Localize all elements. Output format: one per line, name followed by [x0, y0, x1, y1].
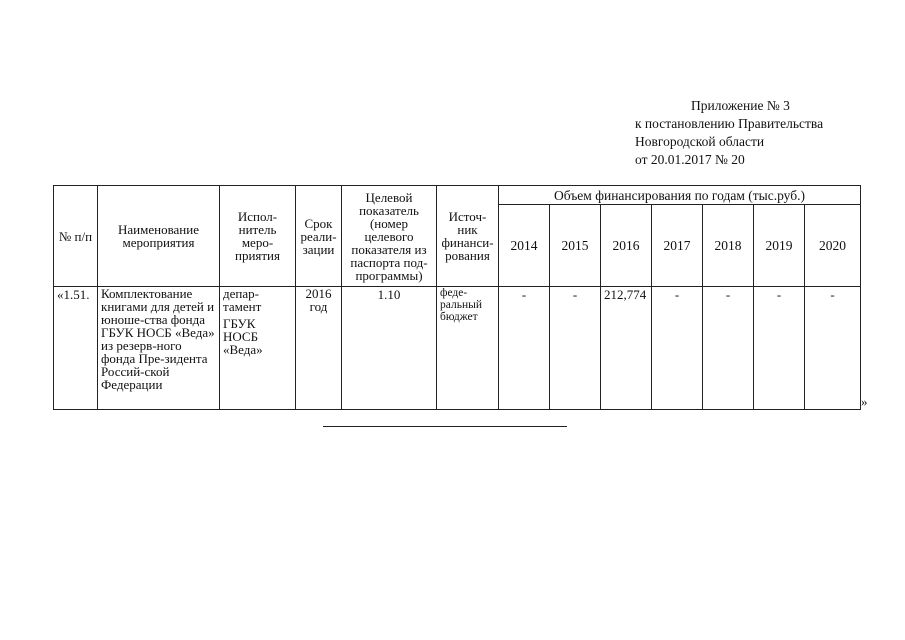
funding-table: [53, 185, 861, 410]
header-year: 2017: [652, 205, 703, 287]
row-target: 1.10: [342, 287, 437, 410]
row-source: феде-ральный бюджет: [437, 287, 499, 410]
separator-line: [323, 426, 567, 427]
header-year: 2018: [703, 205, 754, 287]
row-value: -: [754, 287, 805, 410]
appendix-line-2: к постановлению Правительства: [635, 116, 824, 131]
header-year: 2015: [550, 205, 601, 287]
appendix-header: [635, 97, 823, 169]
header-year: 2016: [601, 205, 652, 287]
header-source: Источ-ник финанси-рования: [437, 186, 499, 287]
row-num: «1.51.: [54, 287, 98, 410]
row-value: 212,774: [601, 287, 652, 410]
appendix-line-3: Новгородской области: [635, 134, 765, 149]
appendix-title: Приложение № 3: [691, 98, 790, 113]
header-num: № п/п: [54, 186, 98, 287]
header-executor: Испол-нитель меро-приятия: [220, 186, 296, 287]
row-term: 2016 год: [296, 287, 342, 410]
row-executor-org: ГБУК НОСБ «Веда»: [223, 316, 263, 357]
header-year: 2020: [805, 205, 861, 287]
header-funding-group: Объем финансирования по годам (тыс.руб.): [499, 186, 861, 205]
row-value: -: [805, 287, 861, 410]
header-term: Срок реали-зации: [296, 186, 342, 287]
header-name: Наименование мероприятия: [98, 186, 220, 287]
closing-quote: »: [861, 394, 868, 409]
header-year: 2014: [499, 205, 550, 287]
row-value: -: [499, 287, 550, 410]
header-target: Целевой показатель (номер целевого показателя из паспорта под-программы): [342, 186, 437, 287]
header-year: 2019: [754, 205, 805, 287]
row-executor-dept: депар-тамент: [223, 286, 262, 314]
row-value: -: [652, 287, 703, 410]
row-value: -: [550, 287, 601, 410]
appendix-date: от 20.01.2017 № 20: [635, 152, 745, 167]
row-name: Комплектование книгами для детей и юноше-ства фонда ГБУК НОСБ «Веда» из резерв-ного фонда Пре-зидента Россий-ской Федерации: [98, 287, 220, 410]
row-value: -: [703, 287, 754, 410]
row-executor: [220, 287, 296, 410]
